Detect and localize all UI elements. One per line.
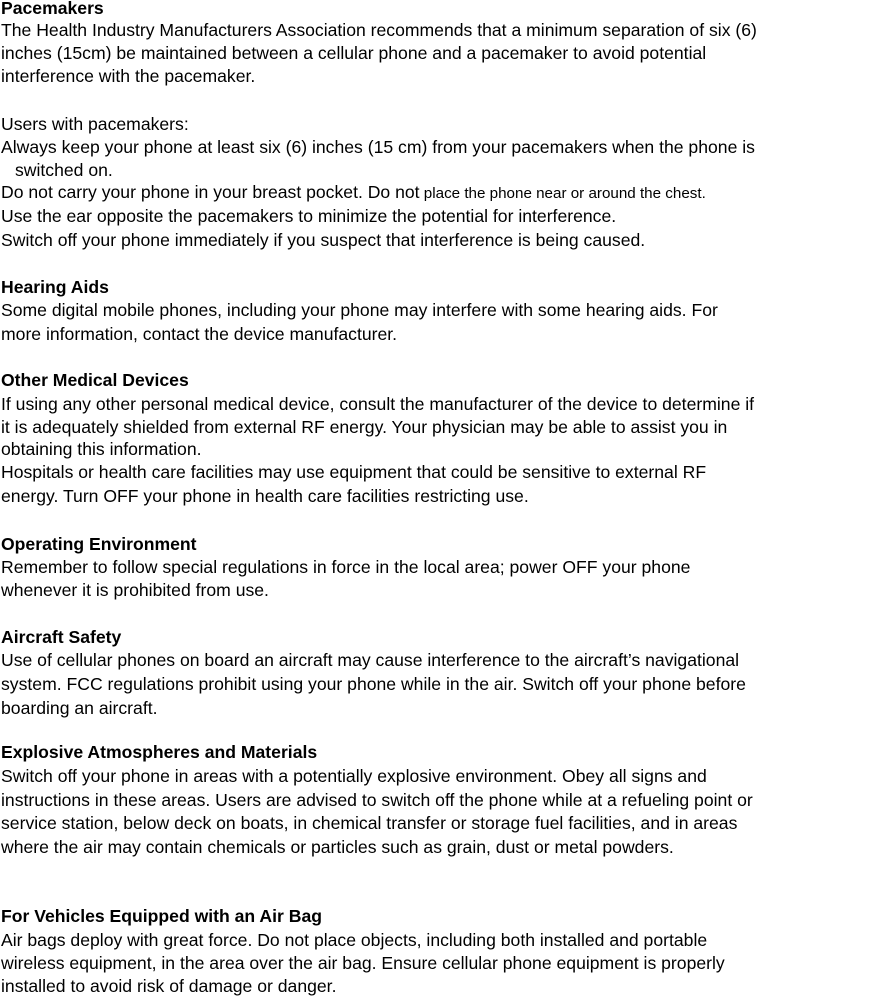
other-medical-line: energy. Turn OFF your phone in health care facilities restricting use.: [1, 486, 529, 506]
hearing-aids-line: more information, contact the device manufacturer.: [1, 324, 398, 344]
other-medical-heading: Other Medical Devices: [1, 370, 189, 390]
pacemakers-item-small-text: place the phone near or around the chest.: [419, 185, 706, 202]
explosive-heading: Explosive Atmospheres and Materials: [1, 742, 318, 762]
aircraft-safety-heading: Aircraft Safety: [1, 627, 122, 647]
pacemakers-heading: Pacemakers: [1, 0, 104, 18]
other-medical-line: it is adequately shielded from external RF energy. Your physician may be able to assist you in: [1, 417, 728, 437]
operating-env-line: whenever it is prohibited from use.: [1, 580, 269, 600]
hearing-aids-heading: Hearing Aids: [1, 277, 109, 297]
air-bag-line: Air bags deploy with great force. Do not place objects, including both installed and portable: [1, 930, 708, 950]
operating-env-heading: Operating Environment: [1, 534, 197, 554]
explosive-line: service station, below deck on boats, in chemical transfer or storage fuel facilities, and in areas: [1, 813, 738, 833]
aircraft-safety-line: boarding an aircraft.: [1, 698, 158, 718]
other-medical-line: obtaining this information.: [1, 439, 202, 459]
other-medical-line: If using any other personal medical device, consult the manufacturer of the device to determine if: [1, 394, 755, 414]
pacemakers-item: [1, 182, 706, 204]
pacemakers-item: Use the ear opposite the pacemakers to minimize the potential for interference.: [1, 206, 617, 226]
other-medical-line: Hospitals or health care facilities may use equipment that could be sensitive to external RF: [1, 462, 707, 482]
hearing-aids-line: Some digital mobile phones, including your phone may interfere with some hearing aids. For: [1, 300, 718, 320]
pacemakers-item: Switch off your phone immediately if you suspect that interference is being caused.: [1, 230, 646, 250]
air-bag-line: installed to avoid risk of damage or danger.: [1, 976, 337, 996]
aircraft-safety-line: system. FCC regulations prohibit using your phone while in the air. Switch off your phone before: [1, 674, 746, 694]
explosive-line: where the air may contain chemicals or particles such as grain, dust or metal powders.: [1, 837, 674, 857]
pacemakers-para-line: The Health Industry Manufacturers Association recommends that a minimum separation of six (6): [1, 20, 757, 40]
pacemakers-users-label: Users with pacemakers:: [1, 114, 189, 134]
pacemakers-item-continued: switched on.: [15, 160, 113, 180]
pacemakers-item-main-text: Do not carry your phone in your breast pocket. Do not: [1, 182, 420, 202]
explosive-line: Switch off your phone in areas with a potentially explosive environment. Obey all signs and: [1, 766, 707, 786]
air-bag-line: wireless equipment, in the area over the air bag. Ensure cellular phone equipment is properly: [1, 953, 725, 973]
operating-env-line: Remember to follow special regulations in force in the local area; power OFF your phone: [1, 557, 691, 577]
pacemakers-item: Always keep your phone at least six (6) inches (15 cm) from your pacemakers when the phone is: [1, 137, 755, 157]
pacemakers-para-line: interference with the pacemaker.: [1, 66, 256, 86]
air-bag-heading: For Vehicles Equipped with an Air Bag: [1, 906, 322, 926]
aircraft-safety-line: Use of cellular phones on board an aircraft may cause interference to the aircraft’s navigational: [1, 650, 740, 670]
explosive-line: instructions in these areas. Users are advised to switch off the phone while at a refueling point or: [1, 790, 753, 810]
pacemakers-para-line: inches (15cm) be maintained between a cellular phone and a pacemaker to avoid potential: [1, 43, 707, 63]
